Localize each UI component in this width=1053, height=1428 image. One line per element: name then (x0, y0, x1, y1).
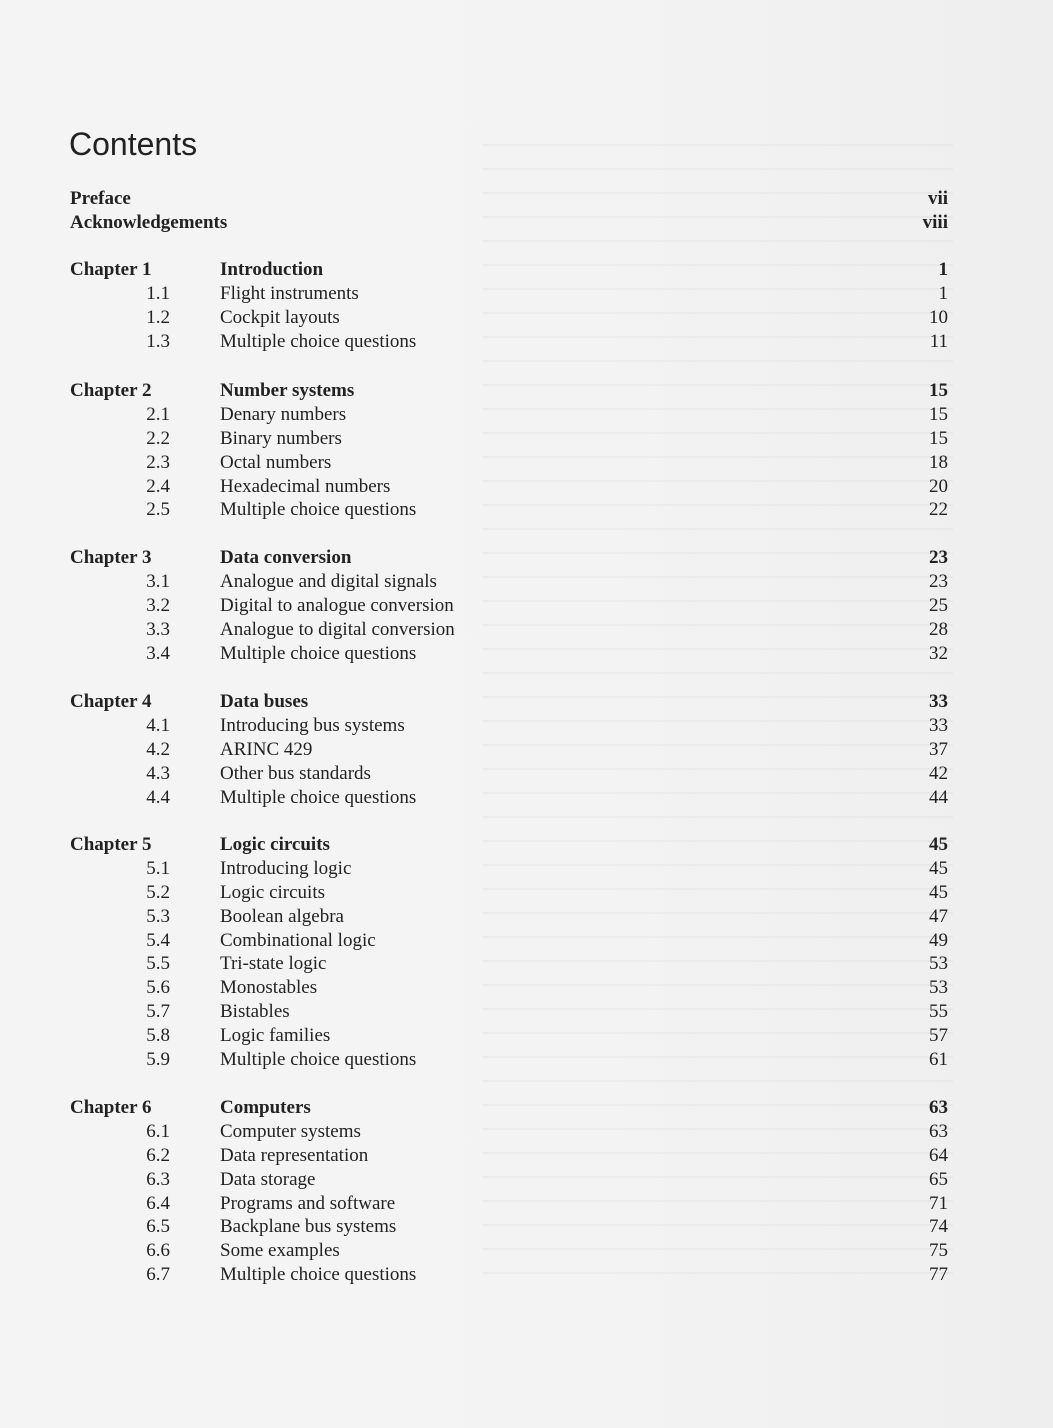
section-page-number: 20 (929, 475, 948, 497)
chapter-page-number: 45 (929, 834, 948, 855)
section-entry (0, 786, 1053, 810)
section-page-number: 23 (929, 570, 948, 592)
section-number: 2.3 (146, 451, 170, 473)
section-title: Monostables (220, 977, 318, 999)
section-number: 5.8 (146, 1025, 170, 1047)
section-title: Multiple choice questions (220, 1264, 417, 1286)
chapter-heading (0, 258, 1053, 282)
chapter-block (0, 379, 1053, 522)
chapter-page-number: 1 (938, 259, 948, 280)
section-number: 2.1 (146, 403, 170, 425)
section-page-number: 49 (929, 929, 948, 951)
section-number: 6.5 (146, 1216, 170, 1238)
section-entry (0, 762, 1053, 786)
section-number: 3.1 (146, 570, 170, 592)
front-matter-preface-page: vii (927, 188, 948, 209)
chapter-title: Computers (220, 1097, 311, 1118)
chapter-label: Chapter 5 (70, 834, 152, 855)
section-title: Flight instruments (220, 282, 359, 304)
section-title: Data representation (220, 1144, 369, 1166)
section-entry (0, 306, 1053, 330)
section-entry (0, 403, 1053, 427)
section-title: Bistables (220, 1001, 290, 1023)
section-page-number: 53 (929, 953, 948, 975)
section-page-number: 32 (929, 642, 948, 664)
chapter-page-number: 15 (929, 380, 948, 401)
section-number: 5.5 (146, 953, 170, 975)
section-title: Data storage (220, 1168, 316, 1190)
chapter-page-number: 63 (929, 1097, 948, 1118)
section-entry (0, 498, 1053, 522)
section-page-number: 65 (929, 1168, 948, 1190)
chapter-label: Chapter 3 (70, 547, 152, 568)
section-entry (0, 714, 1053, 738)
front-matter-acknowledgements-page: viii (922, 212, 948, 233)
chapter-block (0, 1096, 1053, 1287)
section-number: 5.3 (146, 905, 170, 927)
section-page-number: 74 (929, 1216, 948, 1238)
section-number: 4.4 (146, 786, 170, 808)
section-page-number: 63 (929, 1120, 948, 1142)
section-number: 1.2 (146, 306, 170, 328)
section-title: Multiple choice questions (220, 786, 417, 808)
section-entry (0, 1192, 1053, 1216)
section-number: 6.3 (146, 1168, 170, 1190)
page-title: Contents (69, 126, 198, 162)
chapter-page-number: 23 (929, 547, 948, 568)
section-title: Hexadecimal numbers (220, 475, 391, 497)
section-number: 6.1 (146, 1120, 170, 1142)
section-entry (0, 929, 1053, 953)
section-entry (0, 618, 1053, 642)
section-title: Analogue and digital signals (220, 570, 437, 592)
section-title: Multiple choice questions (220, 1049, 417, 1071)
section-entry (0, 976, 1053, 1000)
section-page-number: 18 (929, 451, 948, 473)
front-matter-preface-title: Preface (70, 188, 131, 209)
section-page-number: 25 (929, 594, 948, 616)
section-title: Backplane bus systems (220, 1216, 397, 1238)
section-page-number: 53 (929, 977, 948, 999)
section-title: Cockpit layouts (220, 306, 340, 328)
section-number: 6.4 (146, 1192, 170, 1214)
section-title: Other bus standards (220, 762, 371, 784)
section-number: 2.4 (146, 475, 170, 497)
chapter-title: Number systems (220, 380, 355, 401)
section-title: Analogue to digital conversion (220, 618, 455, 640)
section-entry (0, 857, 1053, 881)
section-entry (0, 905, 1053, 929)
front-matter-acknowledgements-title: Acknowledgements (70, 212, 228, 233)
chapter-heading (0, 546, 1053, 570)
section-entry (0, 1215, 1053, 1239)
section-title: Programs and software (220, 1192, 396, 1214)
section-entry (0, 330, 1053, 354)
section-entry (0, 738, 1053, 762)
chapter-heading (0, 833, 1053, 857)
section-title: Denary numbers (220, 403, 347, 425)
section-entry (0, 570, 1053, 594)
chapter-title: Data conversion (220, 547, 352, 568)
section-title: Some examples (220, 1240, 340, 1262)
section-entry (0, 1024, 1053, 1048)
section-number: 2.2 (146, 427, 170, 449)
section-page-number: 47 (929, 905, 948, 927)
section-number: 1.1 (146, 282, 170, 304)
chapter-label: Chapter 2 (70, 380, 152, 401)
chapter-heading (0, 1096, 1053, 1120)
section-number: 4.3 (146, 762, 170, 784)
section-number: 1.3 (146, 330, 170, 352)
section-number: 5.7 (146, 1001, 170, 1023)
section-page-number: 28 (929, 618, 948, 640)
section-title: Multiple choice questions (220, 642, 417, 664)
chapter-title: Logic circuits (220, 834, 330, 855)
section-title: Multiple choice questions (220, 499, 417, 521)
section-title: Introducing bus systems (220, 714, 405, 736)
chapter-block (0, 833, 1053, 1072)
section-entry (0, 642, 1053, 666)
section-number: 6.7 (146, 1264, 170, 1286)
section-number: 5.4 (146, 929, 170, 951)
section-page-number: 15 (929, 403, 948, 425)
section-page-number: 15 (929, 427, 948, 449)
section-number: 4.1 (146, 714, 170, 736)
section-page-number: 61 (929, 1049, 948, 1071)
section-title: Tri-state logic (220, 953, 327, 975)
section-entry (0, 475, 1053, 499)
section-page-number: 22 (929, 499, 948, 521)
section-number: 5.2 (146, 881, 170, 903)
section-page-number: 33 (929, 714, 948, 736)
section-entry (0, 881, 1053, 905)
section-page-number: 42 (929, 762, 948, 784)
section-title: Digital to analogue conversion (220, 594, 454, 616)
section-title: Logic circuits (220, 881, 325, 903)
section-entry (0, 1120, 1053, 1144)
chapter-title: Introduction (220, 259, 324, 280)
section-page-number: 57 (929, 1025, 948, 1047)
section-title: Combinational logic (220, 929, 376, 951)
section-page-number: 1 (938, 282, 948, 304)
section-entry (0, 1239, 1053, 1263)
section-entry (0, 282, 1053, 306)
chapter-label: Chapter 4 (70, 691, 152, 712)
section-entry (0, 1048, 1053, 1072)
chapter-label: Chapter 1 (70, 259, 152, 280)
section-title: Logic families (220, 1025, 331, 1047)
section-entry (0, 451, 1053, 475)
section-entry (0, 427, 1053, 451)
section-entry (0, 1144, 1053, 1168)
section-title: ARINC 429 (220, 738, 313, 760)
section-entry (0, 952, 1053, 976)
section-number: 5.9 (146, 1049, 170, 1071)
section-number: 5.1 (146, 857, 170, 879)
section-number: 6.2 (146, 1144, 170, 1166)
section-number: 4.2 (146, 738, 170, 760)
section-page-number: 64 (929, 1144, 948, 1166)
section-page-number: 55 (929, 1001, 948, 1023)
section-page-number: 75 (929, 1240, 948, 1262)
section-page-number: 11 (929, 330, 948, 352)
section-page-number: 45 (929, 857, 948, 879)
chapter-block (0, 258, 1053, 354)
section-page-number: 10 (929, 306, 948, 328)
section-number: 5.6 (146, 977, 170, 999)
section-title: Multiple choice questions (220, 330, 417, 352)
section-entry (0, 594, 1053, 618)
section-number: 3.4 (146, 642, 170, 664)
section-entry (0, 1263, 1053, 1287)
chapter-label: Chapter 6 (70, 1097, 152, 1118)
section-title: Introducing logic (220, 857, 352, 879)
chapter-block (0, 690, 1053, 809)
section-title: Boolean algebra (220, 905, 344, 927)
section-page-number: 44 (929, 786, 948, 808)
section-page-number: 37 (929, 738, 948, 760)
section-page-number: 71 (929, 1192, 948, 1214)
chapter-heading (0, 690, 1053, 714)
section-title: Computer systems (220, 1120, 361, 1142)
section-number: 3.3 (146, 618, 170, 640)
chapter-page-number: 33 (929, 691, 948, 712)
section-page-number: 77 (929, 1264, 948, 1286)
chapter-title: Data buses (220, 691, 309, 712)
section-page-number: 45 (929, 881, 948, 903)
section-title: Binary numbers (220, 427, 342, 449)
section-title: Octal numbers (220, 451, 332, 473)
section-number: 2.5 (146, 499, 170, 521)
section-entry (0, 1000, 1053, 1024)
section-entry (0, 1168, 1053, 1192)
section-number: 6.6 (146, 1240, 170, 1262)
chapter-block (0, 546, 1053, 665)
section-number: 3.2 (146, 594, 170, 616)
chapter-heading (0, 379, 1053, 403)
